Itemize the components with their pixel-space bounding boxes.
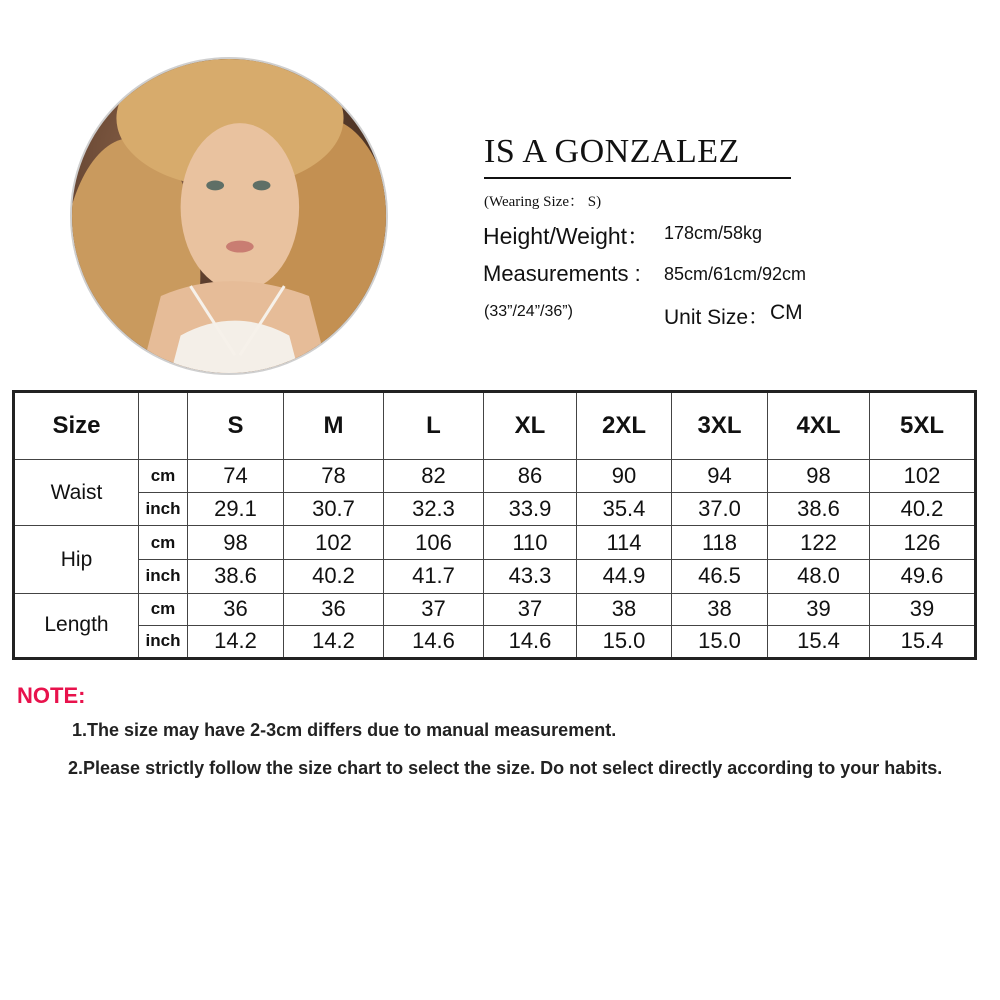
length-inch-value: 14.2	[284, 625, 384, 658]
length-cm-value: 38	[672, 593, 768, 625]
length-cm-value: 38	[577, 593, 672, 625]
length-cm-value: 37	[384, 593, 484, 625]
waist-cm-value: 98	[768, 460, 870, 493]
hip-cm-value: 106	[384, 526, 484, 559]
length-inch-value: 14.6	[384, 625, 484, 658]
waist-cm-value: 90	[577, 460, 672, 493]
length-inch-row	[14, 625, 976, 658]
hip-inch-value: 40.2	[284, 559, 384, 593]
waist-cm-value: 94	[672, 460, 768, 493]
unit-header-cell	[139, 392, 188, 460]
unit-inch-label: inch	[139, 493, 188, 526]
note-item: 2.Please strictly follow the size chart to select the size. Do not select directly according to your habits.	[68, 758, 943, 778]
hip-inch-value: 41.7	[384, 559, 484, 593]
hip-cm-value: 114	[577, 526, 672, 559]
note-item: 1.The size may have 2-3cm differs due to manual measurement.	[72, 720, 617, 740]
note-title: NOTE:	[17, 683, 86, 708]
model-name: IS A GONZALEZ	[484, 133, 740, 170]
waist-cm-value: 74	[188, 460, 284, 493]
size-cell: M	[284, 392, 384, 460]
unit-cm-label: cm	[139, 593, 188, 625]
length-inch-value: 15.0	[577, 625, 672, 658]
waist-inch-value: 40.2	[870, 493, 976, 526]
waist-cm-value: 86	[484, 460, 577, 493]
waist-cm-value: 78	[284, 460, 384, 493]
length-label: Length	[14, 593, 139, 658]
length-cm-value: 37	[484, 593, 577, 625]
unit-cm-label: cm	[139, 526, 188, 559]
length-cm-value: 39	[870, 593, 976, 625]
length-inch-value: 15.4	[870, 625, 976, 658]
length-cm-value: 36	[188, 593, 284, 625]
hip-cm-value: 98	[188, 526, 284, 559]
hip-inch-value: 38.6	[188, 559, 284, 593]
size-cell: S	[188, 392, 284, 460]
size-cell: 4XL	[768, 392, 870, 460]
length-inch-value: 14.6	[484, 625, 577, 658]
length-cm-row	[14, 593, 976, 625]
hip-inch-value: 49.6	[870, 559, 976, 593]
hip-cm-value: 126	[870, 526, 976, 559]
size-chart-table	[12, 390, 977, 660]
size-cell: 5XL	[870, 392, 976, 460]
name-underline	[484, 177, 791, 179]
unit-size-label: Unit Size：	[664, 306, 770, 329]
height-weight-label: Height/Weight：	[483, 223, 651, 249]
waist-cm-value: 102	[870, 460, 976, 493]
hip-inch-value: 43.3	[484, 559, 577, 593]
measurements-value: 85cm/61cm/92cm	[664, 264, 807, 284]
waist-inch-value: 32.3	[384, 493, 484, 526]
waist-cm-row	[14, 460, 976, 493]
length-inch-value: 15.4	[768, 625, 870, 658]
size-header-row	[14, 392, 976, 460]
unit-inch-label: inch	[139, 625, 188, 658]
waist-inch-value: 33.9	[484, 493, 577, 526]
size-cell: 2XL	[577, 392, 672, 460]
hip-inch-row	[14, 559, 976, 593]
hip-cm-value: 110	[484, 526, 577, 559]
size-cell: XL	[484, 392, 577, 460]
waist-label: Waist	[14, 460, 139, 526]
waist-inch-value: 37.0	[672, 493, 768, 526]
waist-inch-value: 29.1	[188, 493, 284, 526]
model-photo	[70, 57, 388, 375]
unit-size-value: CM	[770, 301, 803, 324]
hip-cm-value: 118	[672, 526, 768, 559]
size-cell: L	[384, 392, 484, 460]
length-cm-value: 36	[284, 593, 384, 625]
unit-inch-label: inch	[139, 559, 188, 593]
hip-cm-value: 102	[284, 526, 384, 559]
measurements-inch: (33”/24”/36”)	[484, 303, 573, 320]
length-inch-value: 15.0	[672, 625, 768, 658]
measurements-label: Measurements :	[483, 261, 641, 286]
unit-cm-label: cm	[139, 460, 188, 493]
waist-inch-value: 30.7	[284, 493, 384, 526]
size-header: Size	[14, 392, 139, 460]
length-cm-value: 39	[768, 593, 870, 625]
wearing-size: (Wearing Size： S)	[484, 194, 602, 210]
hip-cm-row	[14, 526, 976, 559]
hip-inch-value: 44.9	[577, 559, 672, 593]
model-portrait-illustration	[72, 59, 386, 373]
length-inch-value: 14.2	[188, 625, 284, 658]
waist-inch-value: 38.6	[768, 493, 870, 526]
size-cell: 3XL	[672, 392, 768, 460]
hip-inch-value: 48.0	[768, 559, 870, 593]
hip-label: Hip	[14, 526, 139, 593]
waist-inch-value: 35.4	[577, 493, 672, 526]
waist-inch-row	[14, 493, 976, 526]
height-weight-value: 178cm/58kg	[664, 223, 763, 243]
hip-cm-value: 122	[768, 526, 870, 559]
hip-inch-value: 46.5	[672, 559, 768, 593]
waist-cm-value: 82	[384, 460, 484, 493]
